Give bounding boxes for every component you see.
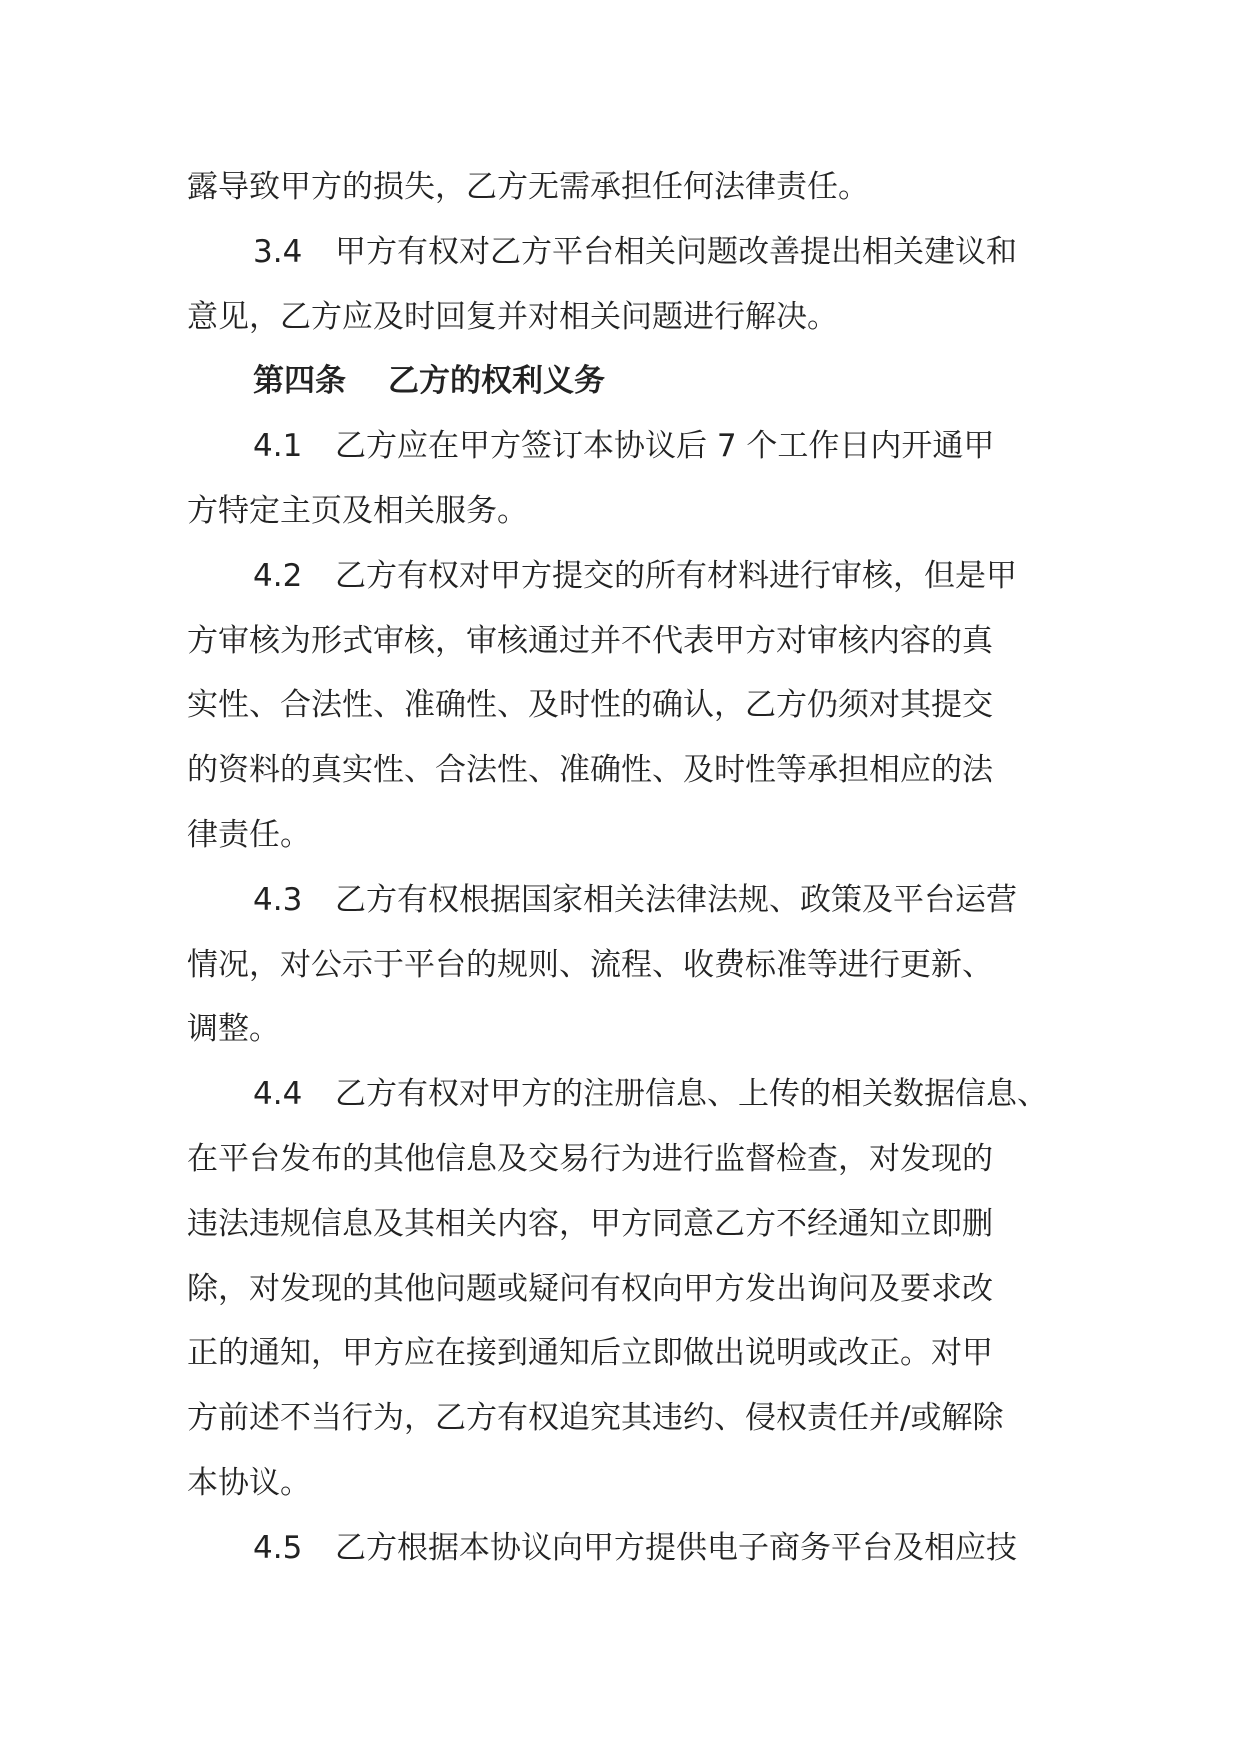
article-title: 乙方的权利义务	[388, 363, 605, 400]
clause-number: 4.1	[253, 428, 303, 465]
paragraph-line: 乙方有权根据国家相关法律法规、政策及平台运营	[335, 881, 1017, 918]
paragraph-line: 露导致甲方的损失，乙方无需承担任何法律责任。	[187, 169, 869, 205]
article-number: 第四条	[253, 363, 346, 400]
document-body	[187, 155, 1067, 1581]
paragraph-line: 实性、合法性、准确性、及时性的确认，乙方仍须对其提交	[187, 687, 993, 724]
clause-number: 3.4	[253, 233, 303, 270]
clause-number: 4.4	[253, 1076, 303, 1113]
clause-number: 4.2	[253, 557, 303, 594]
clause-4-3-first-line	[187, 868, 1067, 933]
paragraph-line: 在平台发布的其他信息及交易行为进行监督检查，对发现的	[187, 1140, 993, 1177]
paragraph-line: 方审核为形式审核，审核通过并不代表甲方对审核内容的真	[187, 622, 993, 659]
paragraph-line: 乙方有权对甲方提交的所有材料进行审核，但是甲	[335, 557, 1017, 594]
paragraph-line: 乙方有权对甲方的注册信息、上传的相关数据信息、	[335, 1076, 1048, 1113]
clause-4-1-first-line	[187, 414, 1067, 479]
clause-4-5-first-line	[187, 1516, 1067, 1581]
paragraph-line: 情况，对公示于平台的规则、流程、收费标准等进行更新、	[187, 946, 993, 983]
paragraph-line: 律责任。	[187, 816, 311, 853]
paragraph-line: 本协议。	[187, 1464, 311, 1501]
paragraph-line: 除，对发现的其他问题或疑问有权向甲方发出询问及要求改	[187, 1270, 993, 1307]
paragraph-line: 乙方根据本协议向甲方提供电子商务平台及相应技	[335, 1529, 1017, 1566]
paragraph-line: 违法违规信息及其相关内容，甲方同意乙方不经通知立即删	[187, 1205, 993, 1242]
clause-number: 4.5	[253, 1529, 303, 1566]
paragraph-line: 甲方有权对乙方平台相关问题改善提出相关建议和	[335, 233, 1017, 270]
paragraph-line: 的资料的真实性、合法性、准确性、及时性等承担相应的法	[187, 752, 993, 789]
paragraph-line: 方特定主页及相关服务。	[187, 492, 528, 529]
paragraph-line: 乙方应在甲方签订本协议后 7 个工作日内开通甲	[335, 428, 995, 465]
clause-number: 4.3	[253, 881, 303, 918]
clause-4-2-first-line	[187, 544, 1067, 609]
clause-4-4-first-line	[187, 1062, 1067, 1127]
article-heading	[187, 349, 1067, 414]
clause-3-4-first-line	[187, 220, 1067, 285]
paragraph-line: 方前述不当行为，乙方有权追究其违约、侵权责任并/或解除	[187, 1400, 1004, 1437]
paragraph-line: 调整。	[187, 1011, 280, 1048]
paragraph-line: 正的通知，甲方应在接到通知后立即做出说明或改正。对甲	[187, 1335, 993, 1372]
paragraph-line: 意见，乙方应及时回复并对相关问题进行解决。	[187, 298, 838, 335]
